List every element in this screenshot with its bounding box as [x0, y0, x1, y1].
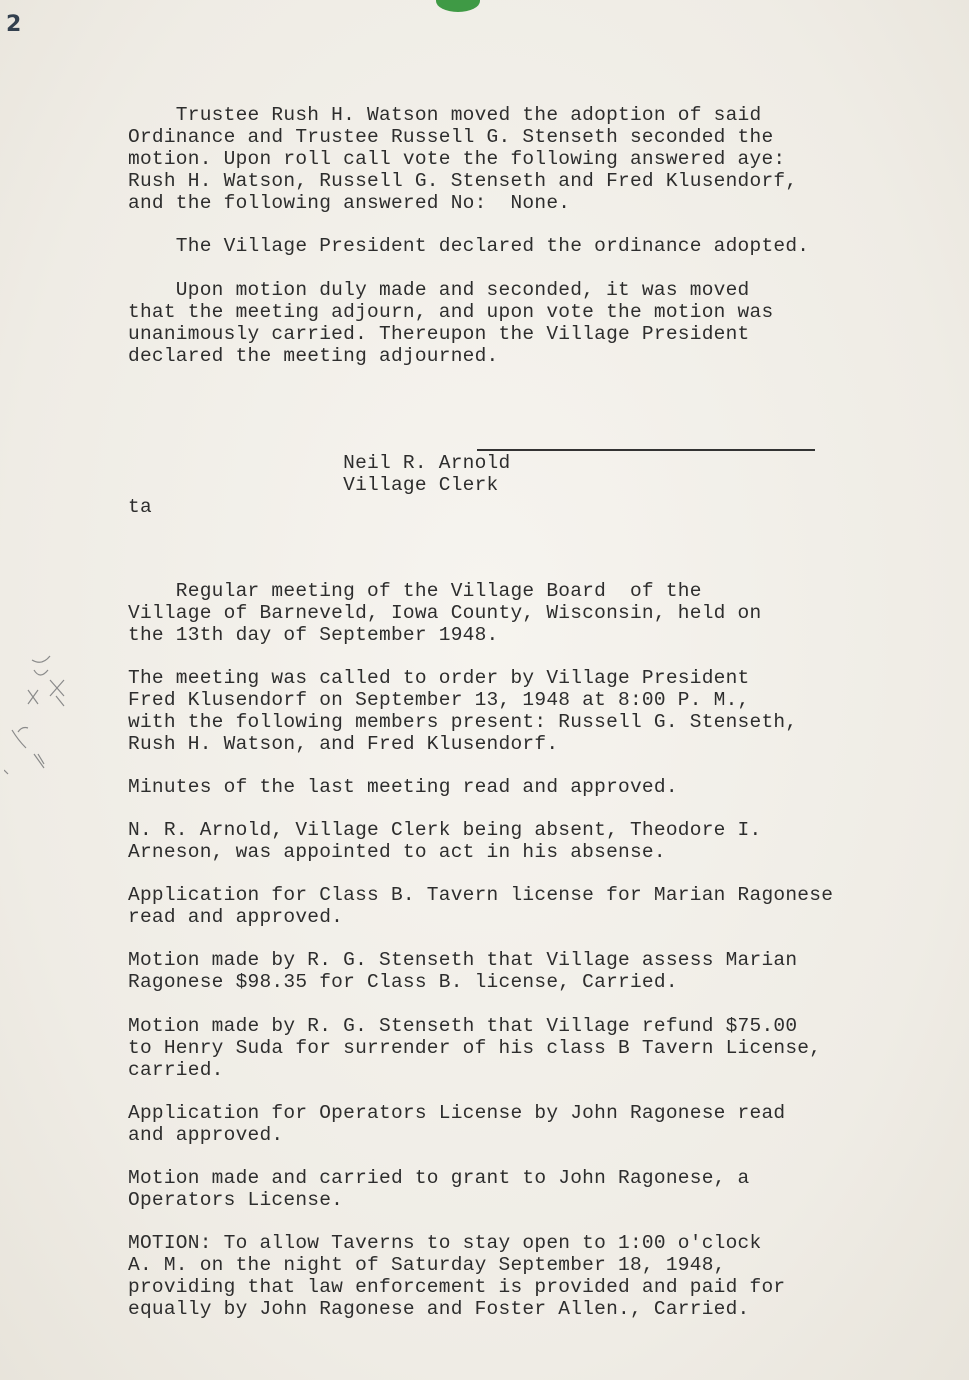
text-line: A. M. on the night of Saturday September 18, 1948, — [128, 1254, 726, 1276]
text-line: equally by John Ragonese and Foster Allen., Carried. — [128, 1298, 750, 1320]
text-line: carried. — [128, 1059, 224, 1081]
paragraph-p2 — [128, 235, 809, 257]
text-line: with the following members present: Russell G. Stenseth, — [128, 711, 798, 733]
text-line: Rush H. Watson, and Fred Klusendorf. — [128, 733, 559, 755]
text-line: Operators License. — [128, 1189, 344, 1211]
text-line: read and approved. — [128, 906, 344, 928]
paragraph-p7 — [128, 819, 761, 863]
text-line: providing that law enforcement is provided and paid for — [128, 1276, 786, 1298]
text-line: ta — [128, 496, 152, 518]
text-line: Upon motion duly made and seconded, it was moved — [128, 279, 750, 301]
paragraph-initials — [128, 496, 152, 518]
green-tab-mark — [436, 0, 480, 12]
signature-line — [477, 449, 815, 451]
text-line: unanimously carried. Thereupon the Village President — [128, 323, 750, 345]
text-line: Application for Operators License by John Ragonese read — [128, 1102, 786, 1124]
text-line: Minutes of the last meeting read and approved. — [128, 776, 678, 798]
text-line: Application for Class B. Tavern license for Marian Ragonese — [128, 884, 834, 906]
text-line: The meeting was called to order by Village President — [128, 667, 750, 689]
text-line: Village Clerk — [128, 474, 499, 496]
text-line: to Henry Suda for surrender of his class B Tavern License, — [128, 1037, 822, 1059]
paragraph-p8 — [128, 884, 833, 928]
paragraph-p6 — [128, 776, 678, 798]
text-line: and approved. — [128, 1124, 284, 1146]
paragraph-p5 — [128, 667, 797, 755]
text-line: Neil R. Arnold — [128, 452, 511, 474]
text-line: Ordinance and Trustee Russell G. Stenseth seconded the — [128, 126, 774, 148]
text-line: N. R. Arnold, Village Clerk being absent, Theodore I. — [128, 819, 762, 841]
paragraph-p1 — [128, 104, 797, 214]
text-line: MOTION: To allow Taverns to stay open to 1:00 o'clock — [128, 1232, 762, 1254]
paragraph-sig — [128, 452, 510, 496]
text-line: Fred Klusendorf on September 13, 1948 at 8:00 P. M., — [128, 689, 750, 711]
text-line: motion. Upon roll call vote the following answered aye: — [128, 148, 786, 170]
paragraph-p4 — [128, 580, 761, 646]
text-line: declared the meeting adjourned. — [128, 345, 499, 367]
margin-pencil-scribble-icon — [4, 650, 84, 780]
text-line: Arneson, was appointed to act in his absense. — [128, 841, 666, 863]
text-line: Rush H. Watson, Russell G. Stenseth and Fred Klusendorf, — [128, 170, 798, 192]
paragraph-p9 — [128, 949, 797, 993]
paragraph-p12 — [128, 1167, 750, 1211]
paragraph-p13 — [128, 1232, 785, 1320]
text-line: and the following answered No: None. — [128, 192, 571, 214]
text-line: that the meeting adjourn, and upon vote the motion was — [128, 301, 774, 323]
paragraph-p3 — [128, 279, 773, 367]
page-number: 2 — [6, 12, 22, 37]
text-line: Regular meeting of the Village Board of the — [128, 580, 702, 602]
text-line: the 13th day of September 1948. — [128, 624, 499, 646]
paragraph-p10 — [128, 1015, 821, 1081]
text-line: Trustee Rush H. Watson moved the adoption of said — [128, 104, 762, 126]
text-line: Motion made and carried to grant to John Ragonese, a — [128, 1167, 750, 1189]
paragraph-p11 — [128, 1102, 785, 1146]
text-line: Motion made by R. G. Stenseth that Village assess Marian — [128, 949, 798, 971]
text-line: The Village President declared the ordinance adopted. — [128, 235, 810, 257]
text-line: Motion made by R. G. Stenseth that Village refund $75.00 — [128, 1015, 798, 1037]
text-line: Ragonese $98.35 for Class B. license, Carried. — [128, 971, 678, 993]
text-line: Village of Barneveld, Iowa County, Wisconsin, held on — [128, 602, 762, 624]
